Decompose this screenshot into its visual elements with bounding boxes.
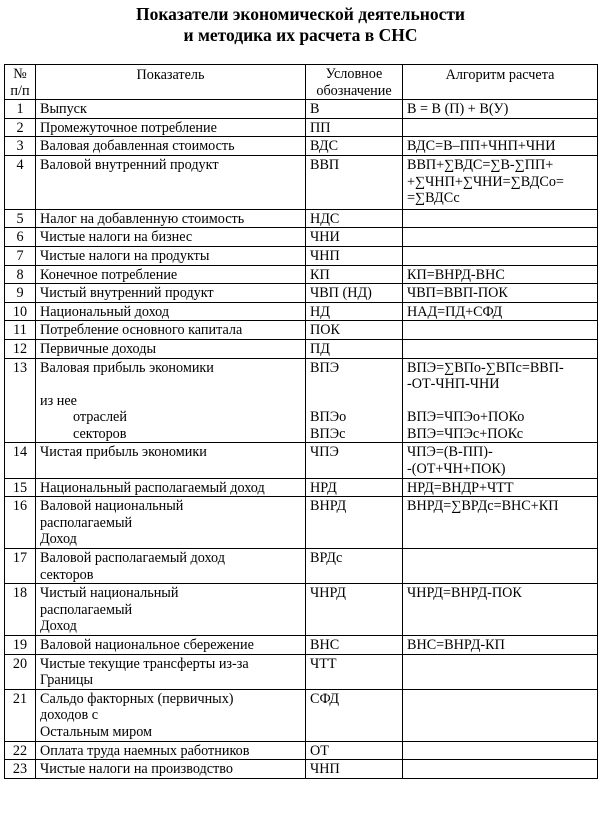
symbol-text: ВНРД bbox=[310, 498, 347, 515]
symbol-cell bbox=[306, 760, 403, 779]
header-row bbox=[5, 65, 598, 100]
algorithm-text: -ОТ-ЧНП-ЧНИ bbox=[407, 376, 500, 393]
algorithm-text: ЧНРД=ВНРД-ПОК bbox=[407, 585, 522, 602]
indicator-cell bbox=[36, 284, 306, 303]
row-number: 15 bbox=[5, 478, 36, 497]
indicator-cell bbox=[36, 265, 306, 284]
row-number: 14 bbox=[5, 443, 36, 478]
table-row bbox=[5, 302, 598, 321]
symbol-cell bbox=[306, 549, 403, 584]
indicator-text: Чистые налоги на продукты bbox=[40, 247, 210, 264]
table-row bbox=[5, 478, 598, 497]
symbol-text: КП bbox=[310, 266, 330, 283]
page-title-line-1: Показатели экономической деятельности bbox=[135, 4, 466, 24]
table-row bbox=[5, 209, 598, 228]
symbol-text: ЧПЭ bbox=[310, 444, 339, 461]
algorithm-text: КП=ВНРД-ВНС bbox=[407, 266, 505, 283]
symbol-text: ВРДс bbox=[310, 550, 343, 567]
symbol-cell bbox=[306, 478, 403, 497]
algorithm-text: ЧВП=ВВП-ПОК bbox=[407, 285, 508, 302]
indicator-cell bbox=[36, 584, 306, 636]
row-number: 7 bbox=[5, 246, 36, 265]
symbol-cell bbox=[306, 246, 403, 265]
indicator-text: Валовой внутренний продукт bbox=[40, 156, 219, 173]
spacer bbox=[310, 376, 398, 393]
indicator-text: Промежуточное потребление bbox=[40, 119, 217, 136]
indicator-text: Чистый внутренний продукт bbox=[40, 285, 214, 302]
algorithm-cell bbox=[403, 321, 598, 340]
indicator-text: Оплата труда наемных работников bbox=[40, 742, 250, 759]
indicator-text: доходов с bbox=[40, 707, 99, 724]
symbol-text: ВНС bbox=[310, 637, 340, 653]
symbol-text: ВПЭ bbox=[310, 359, 340, 376]
indicator-cell bbox=[36, 549, 306, 584]
symbol-text: ПП bbox=[310, 119, 331, 136]
row-number: 5 bbox=[5, 209, 36, 228]
indicator-text: Чистый национальный bbox=[40, 585, 179, 602]
indicator-cell bbox=[36, 339, 306, 358]
indicator-text: располагаемый bbox=[40, 514, 133, 531]
indicator-cell bbox=[36, 741, 306, 760]
header-symbol-line-1: Условное bbox=[325, 66, 383, 82]
symbol-text: ВДС bbox=[310, 138, 339, 155]
table-row bbox=[5, 497, 598, 549]
indicator-cell bbox=[36, 478, 306, 497]
table-row bbox=[5, 155, 598, 209]
algorithm-text: ВВП+∑ВДС=∑В-∑ПП+ bbox=[407, 156, 554, 173]
indicator-cell bbox=[36, 689, 306, 741]
table-row bbox=[5, 265, 598, 284]
table-row bbox=[5, 654, 598, 689]
indicator-text: Конечное потребление bbox=[40, 266, 178, 283]
algorithm-cell bbox=[403, 741, 598, 760]
symbol-cell bbox=[306, 209, 403, 228]
symbol-cell bbox=[306, 302, 403, 321]
symbol-text: ПОК bbox=[310, 322, 340, 339]
algorithm-cell bbox=[403, 265, 598, 284]
symbol-text: ЧТТ bbox=[310, 655, 337, 672]
table-body bbox=[5, 100, 598, 779]
header-num-line-1: № bbox=[13, 66, 27, 82]
table-row bbox=[5, 118, 598, 137]
algorithm-sub-item: ВПЭ=ЧПЭо+ПОКо bbox=[407, 409, 525, 426]
table-row bbox=[5, 100, 598, 119]
row-number: 10 bbox=[5, 302, 36, 321]
algorithm-cell bbox=[403, 636, 598, 655]
indicator-text: Чистые налоги на производство bbox=[40, 761, 233, 778]
indicator-cell bbox=[36, 302, 306, 321]
algorithm-cell bbox=[403, 246, 598, 265]
row-number: 20 bbox=[5, 654, 36, 689]
symbol-cell bbox=[306, 137, 403, 156]
indicator-cell bbox=[36, 209, 306, 228]
indicator-cell bbox=[36, 118, 306, 137]
algorithm-cell bbox=[403, 209, 598, 228]
algorithm-cell bbox=[403, 118, 598, 137]
algorithm-cell bbox=[403, 155, 598, 209]
algorithm-cell bbox=[403, 478, 598, 497]
table-row bbox=[5, 689, 598, 741]
symbol-text: НРД bbox=[310, 479, 337, 496]
table-row bbox=[5, 741, 598, 760]
indicator-text: Границы bbox=[40, 672, 94, 689]
symbol-cell bbox=[306, 321, 403, 340]
algorithm-cell bbox=[403, 137, 598, 156]
row-number: 13 bbox=[5, 358, 36, 443]
table-row bbox=[5, 321, 598, 340]
indicator-text: Первичные доходы bbox=[40, 340, 156, 357]
table-row bbox=[5, 584, 598, 636]
table-row bbox=[5, 760, 598, 779]
symbol-text: НДС bbox=[310, 210, 340, 227]
algorithm-cell bbox=[403, 689, 598, 741]
indicator-text: Потребление основного капитала bbox=[40, 322, 243, 339]
indicator-cell bbox=[36, 246, 306, 265]
algorithm-text: =∑ВДСс bbox=[407, 190, 460, 207]
indicator-text: Чистые текущие трансферты из-за bbox=[40, 655, 249, 672]
symbol-cell bbox=[306, 358, 403, 443]
indicator-cell bbox=[36, 443, 306, 478]
algorithm-cell bbox=[403, 443, 598, 478]
algorithm-cell bbox=[403, 228, 598, 247]
algorithm-text: -(ОТ+ЧН+ПОК) bbox=[407, 461, 506, 478]
indicator-cell bbox=[36, 497, 306, 549]
indicator-cell bbox=[36, 321, 306, 340]
row-number: 22 bbox=[5, 741, 36, 760]
symbol-cell bbox=[306, 228, 403, 247]
indicator-text: Валовая добавленная стоимость bbox=[40, 138, 235, 155]
algorithm-text: НАД=ПД+СФД bbox=[407, 303, 503, 320]
algorithm-text: ВНРД=∑ВРДс=ВНС+КП bbox=[407, 498, 559, 515]
table-row bbox=[5, 137, 598, 156]
page-title bbox=[0, 4, 601, 46]
algorithm-cell bbox=[403, 654, 598, 689]
symbol-text: СФД bbox=[310, 690, 340, 707]
indicator-sub-label: из нее bbox=[40, 392, 77, 409]
symbol-cell bbox=[306, 741, 403, 760]
indicator-text: Валовой национальный bbox=[40, 498, 184, 515]
indicator-text: Чистая прибыль экономики bbox=[40, 444, 207, 461]
symbol-text: В bbox=[310, 101, 320, 118]
table-row bbox=[5, 284, 598, 303]
symbol-cell bbox=[306, 155, 403, 209]
indicator-cell bbox=[36, 228, 306, 247]
symbol-cell bbox=[306, 689, 403, 741]
indicator-sub-item: отраслей bbox=[73, 409, 127, 426]
row-number: 18 bbox=[5, 584, 36, 636]
row-number: 3 bbox=[5, 137, 36, 156]
algorithm-text: +∑ЧНП+∑ЧНИ=∑ВДСо= bbox=[407, 173, 564, 190]
algorithm-cell bbox=[403, 549, 598, 584]
symbol-cell bbox=[306, 584, 403, 636]
table-row bbox=[5, 443, 598, 478]
indicator-text: Валовая прибыль экономики bbox=[40, 359, 214, 376]
symbol-cell bbox=[306, 443, 403, 478]
indicator-text: Доход bbox=[40, 531, 77, 548]
indicator-cell bbox=[36, 155, 306, 209]
indicator-text: Валовой располагаемый доход bbox=[40, 550, 225, 567]
spacer bbox=[40, 376, 301, 393]
page-title-line-2: и методика их расчета в СНС bbox=[183, 25, 418, 45]
algorithm-text: НРД=ВНДР+ЧТТ bbox=[407, 479, 514, 496]
symbol-text: ЧНРД bbox=[310, 585, 346, 602]
algorithm-text: ЧПЭ=(В-ПП)- bbox=[407, 444, 493, 461]
algorithm-cell bbox=[403, 339, 598, 358]
table-row bbox=[5, 339, 598, 358]
symbol-text: ЧНИ bbox=[310, 229, 340, 246]
indicator-cell bbox=[36, 636, 306, 655]
algorithm-sub-item: ВПЭ=ЧПЭс+ПОКс bbox=[407, 425, 524, 442]
symbol-text: ЧНП bbox=[310, 247, 340, 264]
indicator-text: секторов bbox=[40, 566, 94, 583]
symbol-text: ОТ bbox=[310, 742, 329, 759]
indicator-sub-item: секторов bbox=[73, 425, 127, 442]
row-number: 21 bbox=[5, 689, 36, 741]
header-algorithm: Алгоритм расчета bbox=[403, 65, 598, 100]
algorithm-cell bbox=[403, 584, 598, 636]
indicator-cell bbox=[36, 654, 306, 689]
indicator-cell bbox=[36, 137, 306, 156]
algorithm-cell bbox=[403, 100, 598, 119]
row-number: 4 bbox=[5, 155, 36, 209]
indicator-text: Валовой национальное сбережение bbox=[40, 637, 254, 653]
symbol-text: ЧВП (НД) bbox=[310, 285, 372, 302]
algorithm-text: ВДС=В–ПП+ЧНП+ЧНИ bbox=[407, 138, 556, 155]
symbol-cell bbox=[306, 339, 403, 358]
symbol-cell bbox=[306, 654, 403, 689]
algorithm-cell bbox=[403, 358, 598, 443]
symbol-cell bbox=[306, 100, 403, 119]
table-row bbox=[5, 358, 598, 443]
row-number: 12 bbox=[5, 339, 36, 358]
row-number: 19 bbox=[5, 636, 36, 655]
header-indicator: Показатель bbox=[36, 65, 306, 100]
symbol-text: ВВП bbox=[310, 156, 340, 173]
symbol-text: ПД bbox=[310, 340, 330, 357]
table-row bbox=[5, 228, 598, 247]
indicator-cell bbox=[36, 760, 306, 779]
indicator-cell bbox=[36, 358, 306, 443]
indicator-cell bbox=[36, 100, 306, 119]
symbol-cell bbox=[306, 265, 403, 284]
row-number: 11 bbox=[5, 321, 36, 340]
algorithm-cell bbox=[403, 497, 598, 549]
header-num-line-2: п/п bbox=[10, 82, 30, 99]
algorithm-text: ВНС=ВНРД-КП bbox=[407, 637, 505, 653]
algorithm-text: В = В (П) + В(У) bbox=[407, 101, 509, 118]
symbol-cell bbox=[306, 636, 403, 655]
indicator-text: Доход bbox=[40, 618, 77, 635]
algorithm-cell bbox=[403, 302, 598, 321]
indicator-text: Чистые налоги на бизнес bbox=[40, 229, 193, 246]
spacer bbox=[407, 393, 593, 410]
indicator-text: Сальдо факторных (первичных) bbox=[40, 690, 234, 707]
indicator-text: Остальным миром bbox=[40, 723, 153, 740]
table-row bbox=[5, 246, 598, 265]
symbol-text: ЧНП bbox=[310, 761, 340, 778]
symbol-sub-item: ВПЭс bbox=[310, 425, 346, 442]
table-row bbox=[5, 549, 598, 584]
row-number: 1 bbox=[5, 100, 36, 119]
table-row bbox=[5, 636, 598, 655]
symbol-cell bbox=[306, 118, 403, 137]
row-number: 16 bbox=[5, 497, 36, 549]
symbol-cell bbox=[306, 284, 403, 303]
algorithm-cell bbox=[403, 760, 598, 779]
row-number: 6 bbox=[5, 228, 36, 247]
symbol-text: НД bbox=[310, 303, 330, 320]
spacer bbox=[310, 393, 398, 410]
indicator-text: Национальный располагаемый доход bbox=[40, 479, 265, 496]
indicator-text: Налог на добавленную стоимость bbox=[40, 210, 245, 227]
indicator-text: Национальный доход bbox=[40, 303, 170, 320]
header-num bbox=[5, 65, 36, 100]
algorithm-text: ВПЭ=∑ВПо-∑ВПс=ВВП- bbox=[407, 359, 564, 376]
indicator-text: располагаемый bbox=[40, 601, 133, 618]
header-symbol bbox=[306, 65, 403, 100]
symbol-cell bbox=[306, 497, 403, 549]
row-number: 17 bbox=[5, 549, 36, 584]
row-number: 9 bbox=[5, 284, 36, 303]
symbol-sub-item: ВПЭо bbox=[310, 409, 347, 426]
row-number: 2 bbox=[5, 118, 36, 137]
row-number: 8 bbox=[5, 265, 36, 284]
algorithm-cell bbox=[403, 284, 598, 303]
row-number: 23 bbox=[5, 760, 36, 779]
indicator-text: Выпуск bbox=[40, 101, 87, 118]
indicators-table bbox=[4, 64, 598, 779]
header-symbol-line-2: обозначение bbox=[316, 82, 392, 99]
